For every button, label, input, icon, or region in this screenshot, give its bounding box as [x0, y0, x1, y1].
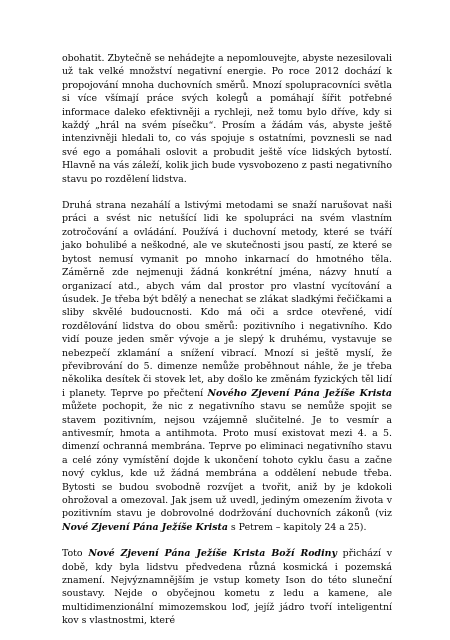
- paragraph-2: [62, 199, 392, 534]
- book-title-emphasis: Nové Zjevení Pána Ježíše Krista Boží Rodiny: [88, 548, 337, 560]
- paragraph-3: [62, 547, 392, 627]
- paragraph-text: Druhá strana nezahálí a lstivými metodami se snaží narušovat naši práci a svést nic netušící lidi ke spolupráci na svém vlastním zotročování a ovládání. Používá i duchovní metody, které se tváří jako bohulibé a neškodné, ale ve skutečnosti jsou pastí, ze které se bytost nemusí vymanit po mnoho inkarnací do hmotného těla. Záměrně zde nejmenuji žádná konkrétní jména, názvy hnutí a organizací atd., abych vám dal prostor pro vlastní vycítování a úsudek. Je třeba být bdělý a nenechat se zlákat sladkými řečičkami a sliby skvělé budoucnosti. Kdo má oči a srdce otevřené, vidí rozdělování lidstva do obou směrů: pozitivního i negativního. Kdo vidí pouze jeden směr vývoje a je slepý k druhému, vystavuje se nebezpečí zklamání a snížení vibrací. Mnozí si ještě myslí, že převibrování do 5. dimenze nemůže proběhnout náhle, že je třeba několika desítek či stovek let, aby došlo ke změnám fyzických těl lidí i planety. Teprve po přečtení: [62, 200, 392, 399]
- paragraph-text: s Petrem – kapitoly 24 a 25).: [227, 521, 367, 533]
- book-title-emphasis: Nové Zjevení Pána Ježíše Krista: [62, 521, 228, 533]
- paragraph-text: Toto: [62, 548, 89, 560]
- paragraph-text: můžete pochopit, že nic z negativního stavu se nemůže spojit se stavem pozitivním, nejsou vzájemně slučitelné. Je to vesmír a antivesmír, hmota a antihmota. Proto musí existovat mezi 4. a 5. dimenzí ochranná membrána. Teprve po eliminaci negativního stavu a celé zóny vymístění dojde k ukončení tohoto cyklu času a začne nový cyklus, kde už žádná membrána a oddělení nebude třeba. Bytosti se budou svobodně rozvíjet a tvořit, aniž by je kdokoli ohrožoval a omezoval. Jak jsem už uvedl, jediným omezením života v pozitivním stavu je dobrovolné dodržování duchovních zákonů (viz: [62, 401, 392, 520]
- paragraph-1: [62, 52, 392, 186]
- body-text: [62, 52, 392, 628]
- paragraph-text: obohatit. Zbytečně se nehádejte a nepomlouvejte, abyste nezesilovali už tak velké množství negativní energie. Po roce 2012 dochází k propojování mnoha duchovních směrů. Mnozí spolupracovníci světla si více všímají práce svých kolegů a pomáhají šířit potřebné informace daleko efektivněji a rychleji, než tomu bylo dříve, kdy si každý „hrál na svém písečku“. Prosím a žádám vás, abyste ještě intenzivněji hledali to, co vás spojuje s ostatními, povznesli se nad své ego a pomáhali oslovit a probudit ještě více lidských bytostí. Hlavně na vás záleží, kolik jich bude vysvobozeno z pasti negativního stavu po rozdělení lidstva.: [62, 53, 392, 185]
- book-title-emphasis: Nového Zjevení Pána Ježíše Krista: [207, 387, 392, 399]
- paragraph-text: přichází v době, kdy byla lidstvu předvedena různá kosmická i pozemská znamení. Nejvýznamnějším je vstup komety Ison do této sluneční soustavy. Nejde o obyčejnou kometu z ledu a kamene, ale multidimenzionální mimozemskou loď, jejíž jádro tvoří inteligentní kov s vlastnostmi, které: [62, 548, 393, 627]
